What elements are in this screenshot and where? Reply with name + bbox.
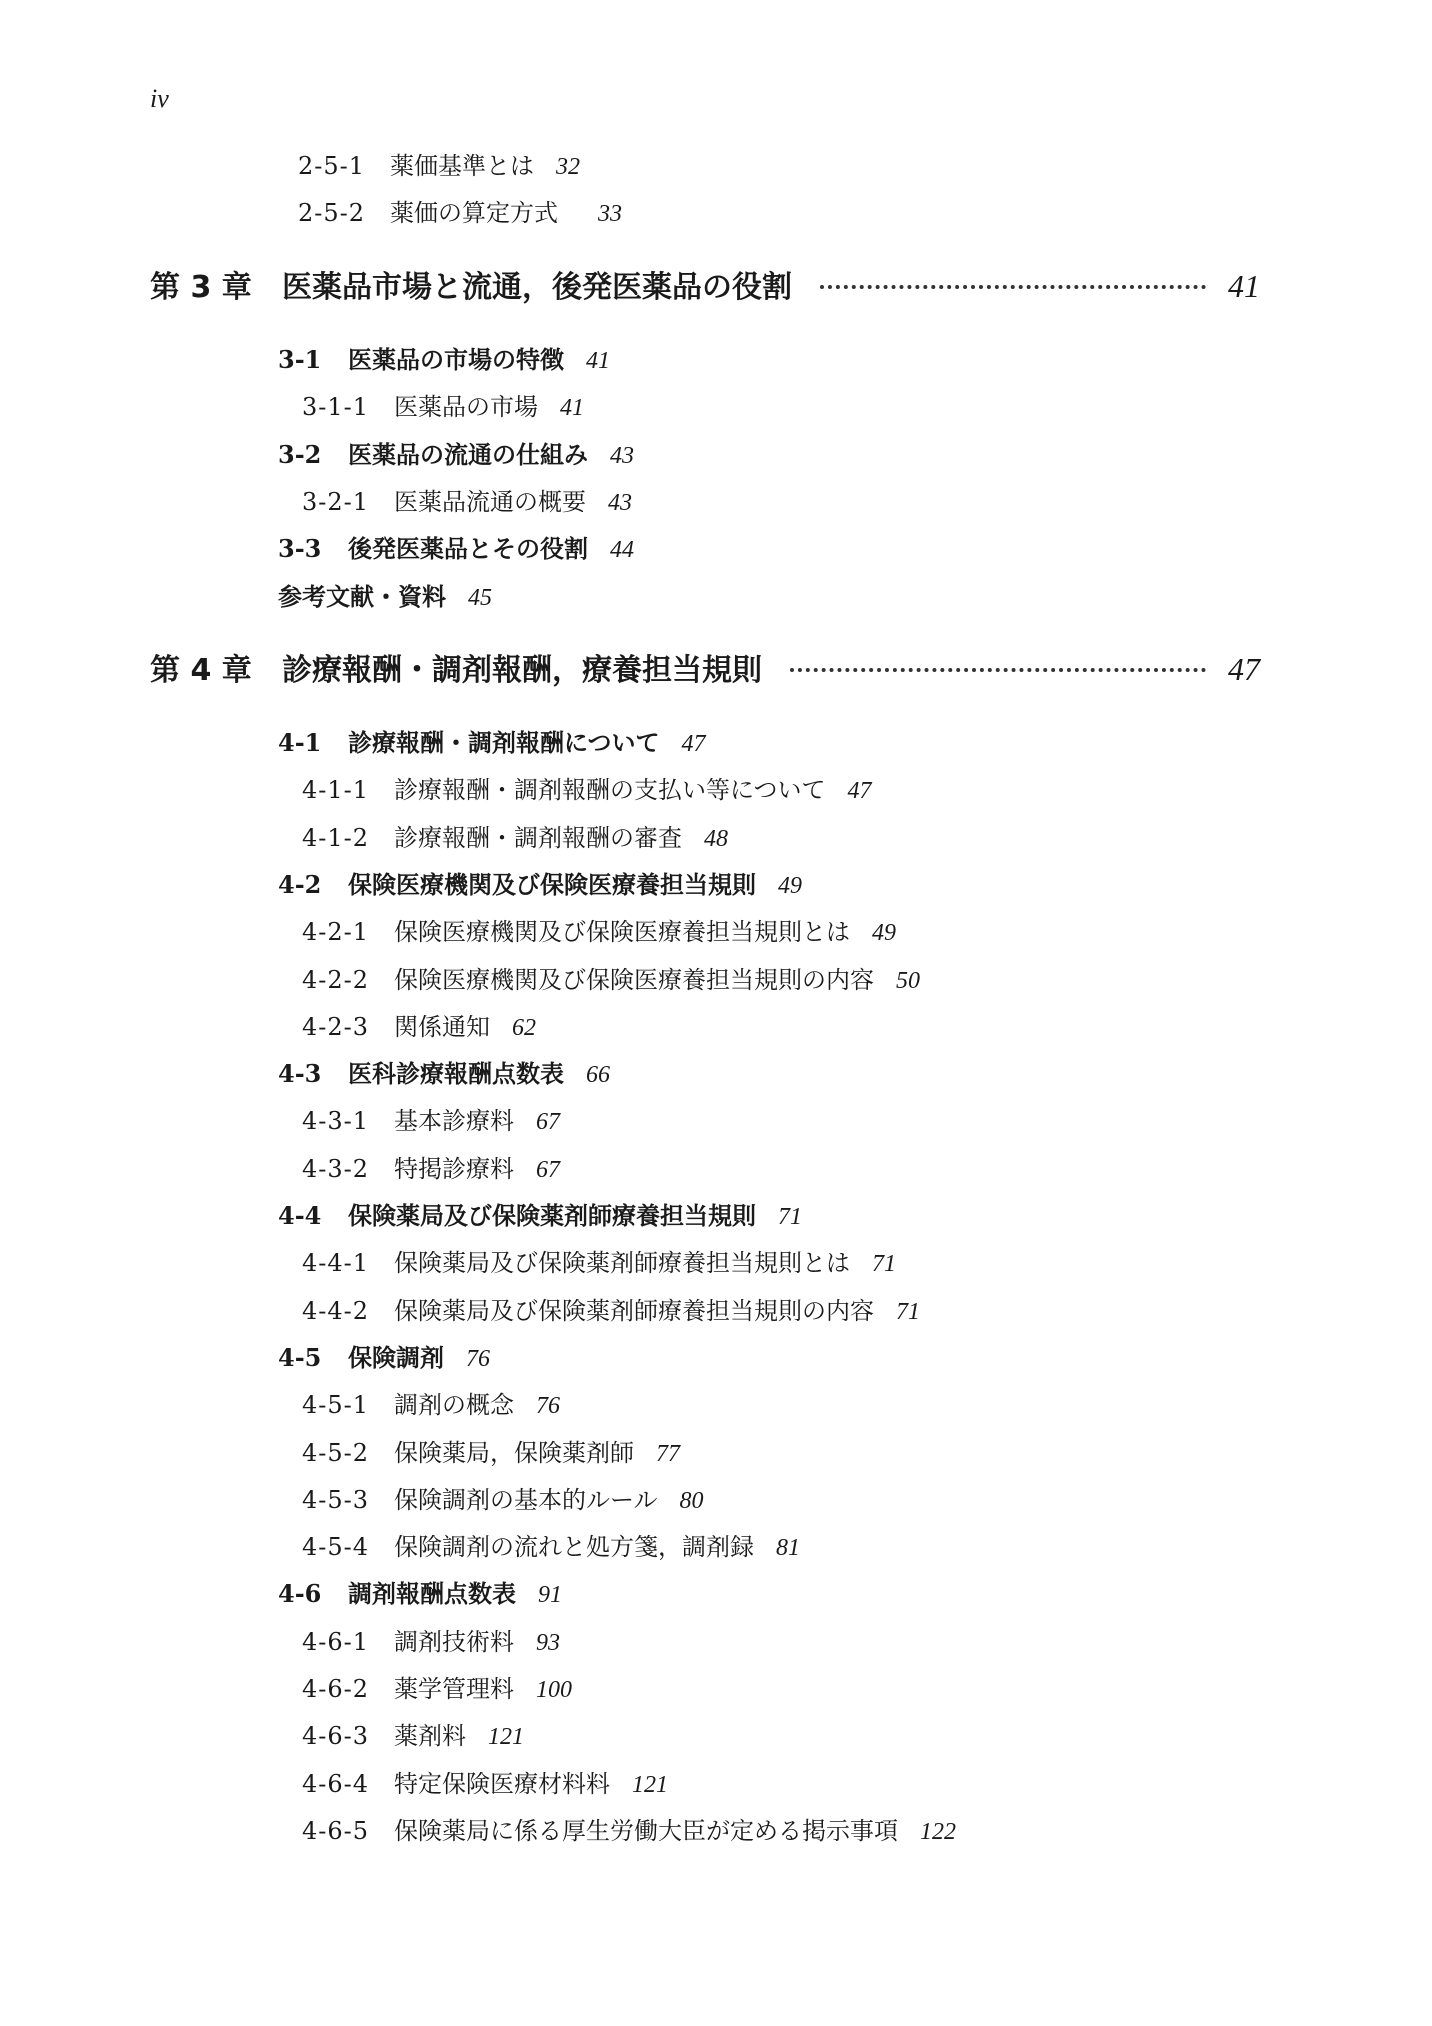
- chapter-number: 第 3 章: [150, 270, 252, 305]
- entry-number: 4-6-1: [302, 1628, 370, 1656]
- entry-number: 4-5-1: [302, 1391, 370, 1419]
- entry-page: 41: [586, 348, 610, 374]
- entry-number: 4-5-2: [302, 1439, 370, 1467]
- toc-entry: [302, 960, 920, 995]
- toc-entry: [302, 1385, 560, 1420]
- entry-page: 49: [778, 873, 802, 899]
- toc-entry: [302, 1811, 956, 1846]
- toc-entry: [298, 146, 580, 181]
- entry-page: 121: [632, 1772, 668, 1798]
- entry-page: 100: [536, 1677, 572, 1703]
- entry-title: 関係通知: [394, 1013, 490, 1041]
- entry-number: 4-6-2: [302, 1675, 370, 1703]
- entry-page: 71: [778, 1204, 802, 1230]
- entry-number: 4-2-3: [302, 1013, 370, 1041]
- toc-entry: [302, 1527, 800, 1562]
- entry-page: 50: [896, 968, 920, 994]
- entry-number: 3-2: [278, 440, 322, 469]
- entry-number: 4-6: [278, 1579, 322, 1608]
- entry-page: 66: [586, 1062, 610, 1088]
- entry-number: 4-1: [278, 728, 322, 757]
- entry-page: 48: [704, 826, 728, 852]
- entry-title: 基本診療料: [394, 1107, 514, 1135]
- entry-title: 保険調剤の流れと処方箋，調剤録: [394, 1533, 754, 1561]
- entry-page: 80: [679, 1488, 704, 1514]
- chapter-3-heading: [150, 262, 1260, 306]
- dot-leader: [820, 284, 1206, 289]
- entry-number: 3-1-1: [302, 393, 370, 421]
- entry-page: 91: [538, 1582, 562, 1608]
- entry-page: 76: [536, 1393, 560, 1419]
- toc-entry: [278, 340, 610, 375]
- entry-page: 43: [608, 490, 632, 516]
- entry-title: 医薬品の流通の仕組み: [348, 440, 588, 469]
- entry-number: 4-6-5: [302, 1817, 370, 1845]
- entry-title: 後発医薬品とその役割: [348, 534, 588, 563]
- toc-entry: [302, 1007, 536, 1042]
- entry-page: 67: [536, 1157, 560, 1183]
- entry-page: 47: [847, 778, 872, 804]
- toc-entry: [302, 1622, 560, 1657]
- entry-title: 保険薬局及び保険薬剤師療養担当規則の内容: [394, 1297, 874, 1325]
- entry-page: 76: [466, 1346, 490, 1372]
- toc-entry: [278, 529, 634, 564]
- toc-entry: [278, 1196, 802, 1231]
- toc-entry: [278, 1054, 610, 1089]
- entry-number: 4-4-2: [302, 1297, 370, 1325]
- entry-page: 47: [681, 731, 706, 757]
- entry-number: 4-3: [278, 1059, 322, 1088]
- toc-entry: [302, 1716, 524, 1751]
- entry-number: 4-2-1: [302, 918, 370, 946]
- entry-page: 32: [556, 154, 580, 180]
- entry-number: 4-4-1: [302, 1249, 370, 1277]
- toc-entry: [302, 1480, 704, 1515]
- entry-number: 4-6-3: [302, 1722, 370, 1750]
- entry-title: 医薬品の市場の特徴: [348, 345, 564, 374]
- entry-title: 特掲診療料: [394, 1155, 514, 1183]
- entry-title: 薬価の算定方式: [390, 199, 558, 227]
- toc-entry: [302, 1101, 560, 1136]
- entry-number: 4-6-4: [302, 1770, 370, 1798]
- toc-entry: [278, 577, 492, 612]
- toc-entry: [278, 865, 802, 900]
- entry-title: 保険医療機関及び保険医療養担当規則: [348, 870, 756, 899]
- entry-title: 薬剤料: [394, 1722, 466, 1750]
- entry-title: 診療報酬・調剤報酬の支払い等について: [394, 776, 826, 804]
- entry-title: 保険薬局及び保険薬剤師療養担当規則とは: [394, 1249, 850, 1277]
- toc-entry: [302, 1243, 896, 1278]
- entry-title: 調剤の概念: [394, 1391, 514, 1419]
- toc-entry: [278, 1574, 562, 1609]
- entry-number: 2-5-1: [298, 152, 366, 180]
- chapter-page: 47: [1228, 651, 1260, 687]
- toc-entry: [302, 1433, 680, 1468]
- chapter-page: 41: [1228, 268, 1260, 304]
- page-number: iv: [150, 84, 169, 113]
- entry-page: 71: [896, 1299, 920, 1325]
- entry-title: 医科診療報酬点数表: [348, 1059, 564, 1088]
- toc-entry: [278, 1338, 490, 1373]
- entry-title: 診療報酬・調剤報酬の審査: [394, 824, 682, 852]
- entry-page: 44: [610, 537, 634, 563]
- entry-page: 71: [872, 1251, 896, 1277]
- entry-number: 2-5-2: [298, 199, 366, 227]
- toc-entry: [298, 193, 622, 228]
- toc-entry: [278, 435, 634, 470]
- entry-title: 調剤技術料: [394, 1628, 514, 1656]
- entry-number: 3-3: [278, 534, 322, 563]
- entry-title: 薬学管理料: [394, 1675, 514, 1703]
- entry-title: 保険調剤の基本的ルール: [394, 1486, 658, 1514]
- entry-title: 保険調剤: [348, 1343, 444, 1372]
- entry-page: 77: [656, 1441, 680, 1467]
- entry-page: 41: [560, 395, 584, 421]
- entry-number: 4-3-1: [302, 1107, 370, 1135]
- toc-entry: [302, 482, 632, 517]
- chapter-number: 第 4 章: [150, 653, 252, 688]
- entry-title: 保険医療機関及び保険医療養担当規則の内容: [394, 966, 874, 994]
- entry-title: 保険医療機関及び保険医療養担当規則とは: [394, 918, 850, 946]
- chapter-4-heading: [150, 645, 1260, 689]
- entry-number: 4-1-2: [302, 824, 370, 852]
- entry-number: 4-4: [278, 1201, 322, 1230]
- entry-page: 49: [872, 920, 896, 946]
- toc-entry: [302, 912, 896, 947]
- entry-title: 参考文献・資料: [278, 582, 446, 611]
- chapter-title: 医薬品市場と流通，後発医薬品の役割: [282, 270, 792, 305]
- chapter-title: 診療報酬・調剤報酬，療養担当規則: [282, 653, 762, 688]
- toc-entry: [278, 723, 706, 758]
- entry-page: 45: [468, 585, 492, 611]
- entry-page: 33: [598, 201, 622, 227]
- toc-entry: [302, 1764, 668, 1799]
- toc-entry: [302, 1669, 572, 1704]
- dot-leader: [790, 667, 1206, 672]
- entry-page: 62: [512, 1015, 536, 1041]
- entry-title: 医薬品の市場: [394, 393, 538, 421]
- entry-title: 保険薬局，保険薬剤師: [394, 1439, 634, 1467]
- entry-page: 43: [610, 443, 634, 469]
- entry-page: 121: [488, 1724, 524, 1750]
- entry-number: 4-5-3: [302, 1486, 370, 1514]
- entry-title: 特定保険医療材料料: [394, 1770, 610, 1798]
- entry-title: 保険薬局に係る厚生労働大臣が定める掲示事項: [394, 1817, 898, 1845]
- entry-page: 122: [920, 1819, 956, 1845]
- toc-entry: [302, 1149, 560, 1184]
- entry-number: 3-1: [278, 345, 322, 374]
- entry-number: 4-2-2: [302, 966, 370, 994]
- toc-entry: [302, 1291, 920, 1326]
- toc-entry: [302, 818, 728, 853]
- entry-title: 診療報酬・調剤報酬について: [348, 728, 660, 757]
- entry-title: 医薬品流通の概要: [394, 488, 586, 516]
- entry-title: 保険薬局及び保険薬剤師療養担当規則: [348, 1201, 756, 1230]
- entry-number: 4-1-1: [302, 776, 370, 804]
- entry-number: 4-3-2: [302, 1155, 370, 1183]
- toc-entry: [302, 387, 584, 422]
- toc-entry: [302, 770, 872, 805]
- entry-number: 3-2-1: [302, 488, 370, 516]
- entry-number: 4-5: [278, 1343, 322, 1372]
- entry-page: 81: [776, 1535, 800, 1561]
- entry-title: 薬価基準とは: [390, 152, 534, 180]
- entry-page: 93: [536, 1630, 560, 1656]
- entry-number: 4-2: [278, 870, 322, 899]
- entry-number: 4-5-4: [302, 1533, 370, 1561]
- entry-page: 67: [536, 1109, 560, 1135]
- entry-title: 調剤報酬点数表: [348, 1579, 516, 1608]
